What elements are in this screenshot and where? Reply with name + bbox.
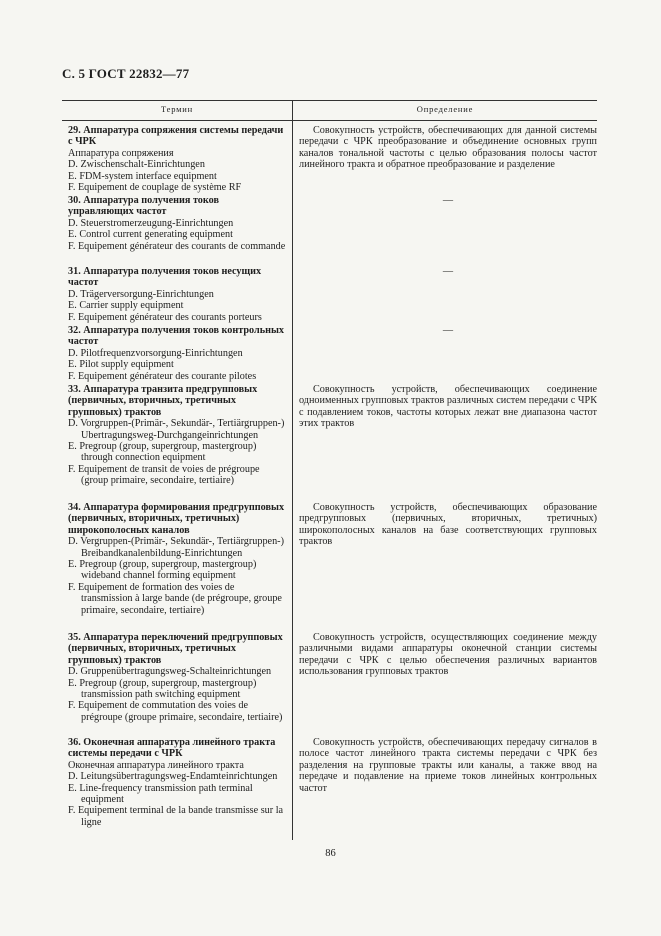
- translation-fr: F. Equipement de couplage de système RF: [68, 182, 242, 194]
- translation-en: E. Pregroup (group, supergroup, mastergroup) wideband channel forming equipment: [68, 559, 257, 582]
- translation-en: E. Carrier supply equipment: [68, 300, 184, 312]
- translation-de: D. Vergruppen-(Primär-, Sekundär-, Tertiärgruppen-) Breibandkanalenbildung-Einrichtungen: [68, 536, 284, 559]
- term-cell: [68, 125, 287, 193]
- term-cell: [68, 502, 287, 616]
- term-title: 33. Аппаратура транзита предгрупповых (первичных, вторичных, третичных групповых) трактов: [68, 384, 258, 418]
- term-title: 34. Аппаратура формирования предгрупповых (первичных, вторичных, третичных) широкополосных каналов: [68, 502, 285, 536]
- term-cell: [68, 195, 287, 252]
- definition-cell: Совокупность устройств, осуществляющих соединение между различными видами аппаратуры оконечной станции системы передачи с ЧРК с целью обеспечения различных вариантов использования групповых трактов: [299, 632, 597, 678]
- translation-de: D. Gruppenübertragungsweg-Schalteinrichtungen: [68, 666, 272, 678]
- translation-fr: F. Equipement générateur des courante pilotes: [68, 370, 257, 382]
- translation-en: E. Line-frequency transmission path terminal equipment: [68, 782, 253, 806]
- term-cell: [68, 632, 287, 723]
- term-title: 35. Аппаратура переключений предгрупповых (первичных, вторичных, третичных групповых) трактов: [68, 632, 283, 666]
- column-header-definition: Определение: [416, 104, 474, 114]
- definition-cell: —: [442, 266, 454, 277]
- term-cell: [68, 325, 287, 382]
- translation-fr: F. Equipement de commutation des voies de prégroupe (groupe primaire, secondaire, tertiaire): [68, 700, 283, 723]
- term-title: 30. Аппаратура получения токов управляющих частот: [68, 195, 219, 218]
- translation-en: E. Pilot supply equipment: [68, 359, 174, 371]
- translation-fr: F. Equipement générateur des courants de commande: [68, 240, 286, 252]
- term-synonym: Оконечная аппаратура линейного тракта: [68, 759, 244, 771]
- definition-cell: —: [442, 195, 454, 206]
- term-title: 29. Аппаратура сопряжения системы передачи с ЧРК: [68, 125, 284, 148]
- terms-table: [62, 100, 597, 840]
- translation-de: D. Zwischenschalt-Einrichtungen: [68, 159, 205, 171]
- translation-en: E. Control current generating equipment: [68, 229, 233, 241]
- translation-en: E. FDM-system interface equipment: [68, 170, 217, 182]
- translation-en: E. Pregroup (group, supergroup, mastergroup) through connection equipment: [68, 441, 257, 464]
- translation-de: D. Trägerversorgung-Einrichtungen: [68, 288, 214, 300]
- term-synonym: Аппаратура сопряжения: [68, 147, 174, 159]
- definition-cell: Совокупность устройств, обеспечивающих для данной системы передачи с ЧРК преобразование и объединение основных групп каналов тональной частоты с целью образования полосы частот линейного тракта и обратное преобразование и разделение: [299, 125, 597, 171]
- translation-fr: F. Equipement générateur des courants porteurs: [68, 311, 262, 323]
- term-title: 31. Аппаратура получения токов несущих частот: [68, 266, 262, 289]
- translation-de: D. Vorgruppen-(Primär-, Sekundär-, Tertiärgruppen-) Ubertragungsweg-Durchgangeinrichtungen: [68, 418, 285, 441]
- term-title: 36. Оконечная аппаратура линейного тракта системы передачи с ЧРК: [68, 737, 276, 760]
- table-header-rule: [62, 120, 597, 121]
- column-divider: [292, 100, 293, 840]
- term-cell: [68, 384, 287, 487]
- page-header: С. 5 ГОСТ 22832—77: [62, 66, 190, 81]
- definition-cell: —: [442, 325, 454, 336]
- definition-cell: Совокупность устройств, обеспечивающих образование предгрупповых (первичных, вторичных, третичных) широкополосных каналов на базе соответствующих групповых трактов: [299, 502, 597, 548]
- definition-cell: Совокупность устройств, обеспечивающих соединение одноименных групповых трактов различных систем передачи с ЧРК с подавлением токов, частоты которых лежат вне диапазона частот этих трактов: [299, 384, 597, 430]
- translation-fr: F. Equipement de formation des voies de transmission à large bande (de prégroupe, groupe primaire, secondaire, tertiaire): [68, 581, 282, 616]
- page-number: 86: [325, 848, 336, 859]
- translation-fr: F. Equipement terminal de la bande transmisse sur la ligne: [68, 805, 284, 828]
- term-title: 32. Аппаратура получения токов контрольных частот: [68, 325, 285, 348]
- translation-de: D. Leitungsübertragungsweg-Endamteinrichtungen: [68, 771, 278, 783]
- definition-cell: Совокупность устройств, обеспечивающих передачу сигналов в полосе частот линейного тракта системы передачи с ЧРК без разделения на групповые тракты или каналы, а также ввод на передаче и подавление на приеме токов линейных контрольных частот: [299, 737, 597, 794]
- translation-fr: F. Equipement de transit de voies de prégroupe (group primaire, secondaire, tertiaire): [68, 463, 260, 487]
- term-cell: [68, 737, 287, 828]
- translation-de: D. Steuerstromerzeugung-Einrichtungen: [68, 217, 234, 229]
- column-header-term: Термин: [160, 104, 194, 114]
- translation-en: E. Pregroup (group, supergroup, mastergroup) transmission path switching equipment: [68, 677, 257, 701]
- table-top-rule: [62, 100, 597, 101]
- term-cell: [68, 266, 287, 323]
- translation-de: D. Pilotfrequenzvorsorgung-Einrichtungen: [68, 347, 243, 359]
